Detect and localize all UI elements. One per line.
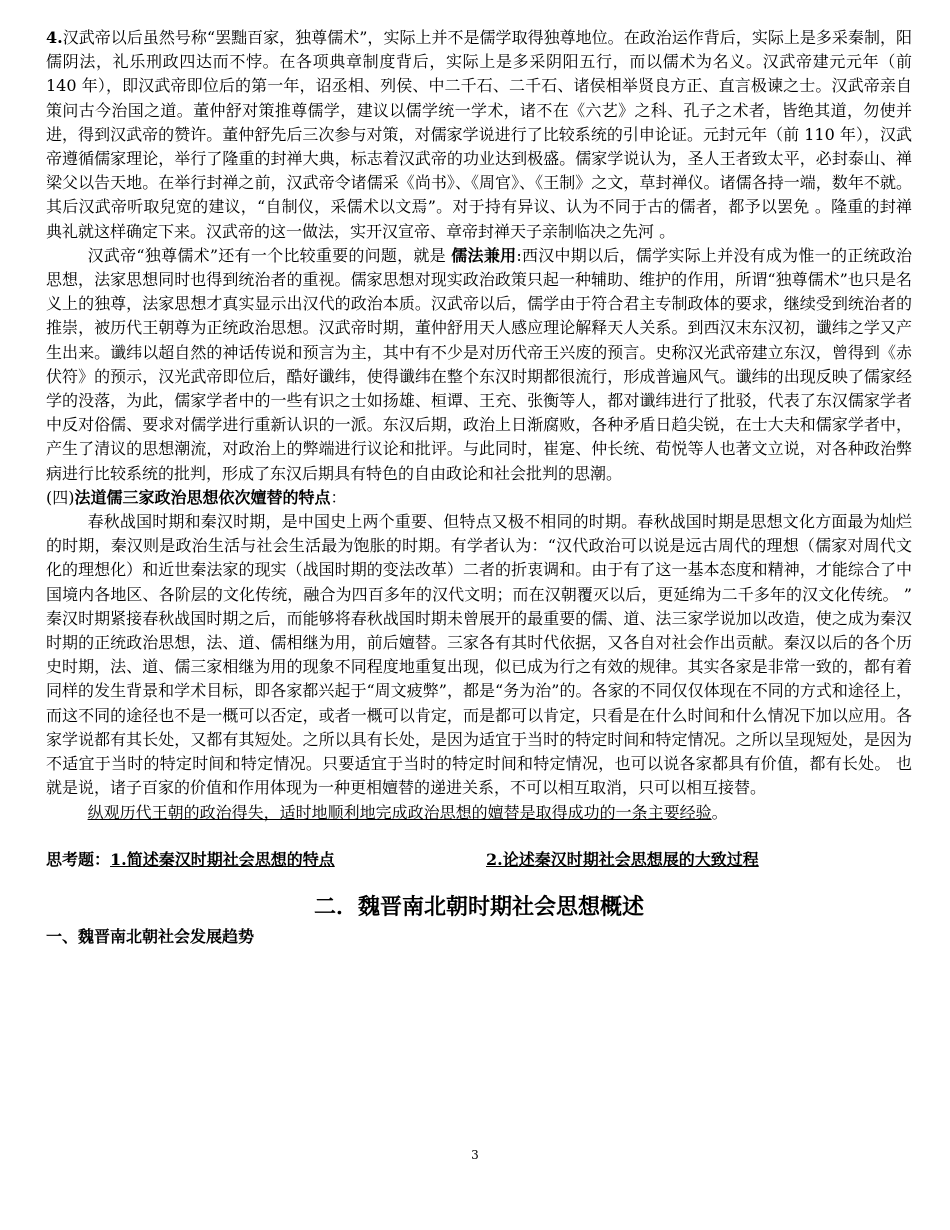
question-two-text: 2.论述秦汉时期社会思想展的大致过程	[486, 849, 759, 869]
paragraph-text: 汉武帝以后虽然号称“罢黜百家，独尊儒术”，实际上并不是儒学取得独尊地位。在政治运作背后，实际上是多采秦制，阳儒阴法，礼乐刑政四达而不悖。在各项典章制度背后，实际上是多采阴阳五行，而以儒术为名义。汉武帝建元元年（前 140 年），即汉武帝即位后的第一年，诏丞相、列侯、中二千石、二千石、诸侯相举贤良方正、直言极谏之士。汉武帝亲自策问古今治国之道。董仲舒对策推尊儒学，建议以儒学统一学术，诸不在《六艺》之科、孔子之术者，皆绝其道，勿使并进，得到汉武帝的赞许。董仲舒先后三次参与对策，对儒家学说进行了比较系统的引申论证。元封元年（前 110 年），汉武帝遵循儒家理论，举行了隆重的封禅大典，标志着汉武帝的功业达到极盛。儒家学说认为，圣人王者致太平，必封泰山、禅梁父以告天地。在举行封禅之前，汉武帝令诸儒采《尚书》、《周官》、《王制》之文，草封禅仪。诸儒各持一端，数年不就。其后汉武帝听取兒宽的建议，“自制仪，采儒术以文焉”。对于持有异议、认为不同于古的儒者，都予以罢免 。隆重的封禅典礼就这样确定下来。汉武帝的这一做法，实开汉宣帝、章帝封禅天子亲制临决之先河 。	[46, 28, 912, 241]
review-questions	[46, 847, 912, 870]
paragraph-text: 汉武帝“独尊儒术”还有一个比较重要的问题，就是	[87, 245, 452, 265]
question-one-text: 1.简述秦汉时期社会思想的特点	[110, 849, 335, 869]
paragraph-confucian-legalist	[46, 244, 912, 486]
item-number: 4.	[46, 28, 63, 47]
heading-text: 法道儒三家政治思想依次嬗替的特点	[74, 487, 331, 507]
question-one	[46, 847, 486, 870]
conclusion-text: 纵观历代王朝的政治得失，适时地顺利地完成政治思想的嬗替是取得成功的一条主要经验	[87, 802, 712, 822]
paragraph-three-schools: 春秋战国时期和秦汉时期，是中国史上两个重要、但特点又极不相同的时期。春秋战国时期是思想文化方面最为灿烂的时期，秦汉则是政治生活与社会生活最为饱胀的时期。有学者认为：“汉代政治可以说是远古周代的理想（儒家对周代文化的理想化）和近世秦法家的现实（战国时期的变法改革）二者的折衷调和。由于有了这一基本态度和精神，才能综合了中国境内各地区、各阶层的文化传统，融合为四百多年的汉代文明；而在汉朝覆灭以后，更延绵为二千多年的汉文化传统。 ” 秦汉时期紧接春秋战国时期之后，而能够将春秋战国时期未曾展开的最重要的儒、道、法三家学说加以改造，使之成为秦汉时期的正统政治思想，法、道、儒相继为用，前后嬗替。三家各有其时代依据，又各自对社会作出贡献。秦汉以后的各个历史时期，法、道、儒三家相继为用的现象不同程度地重复出现，似已成为行之有效的规律。其实各家是非常一致的，都有着同样的发生背景和学术目标，即各家都兴起于“周文疲弊”，都是“务为治”的。各家的不同仅仅体现在不同的方式和途径上，而这不同的途径也不是一概可以否定，或者一概可以肯定，而是都可以肯定，只看是在什么时间和什么情况下加以应用。各家学说都有其长处，又都有其短处。之所以具有长处，是因为适宜于当时的特定时间和特定情况。之所以呈现短处，是因为不适宜于当时的特定时间和特定情况。只要适宜于当时的特定时间和特定情况，也可以说各家都具有价值，都有长处。 也就是说，诸子百家的价值和作用体现为一种更相嬗替的递进关系，不可以相互取消，只可以相互接替。	[46, 512, 912, 798]
heading-suffix: ：	[330, 487, 347, 507]
paragraph-wudi-confucianism	[46, 26, 912, 244]
key-term: 儒法兼用	[451, 245, 517, 265]
question-two	[486, 847, 759, 870]
questions-label: 思考题：	[46, 849, 111, 869]
paragraph-conclusion	[46, 801, 912, 825]
conclusion-end: 。	[711, 802, 728, 822]
heading-four	[46, 486, 912, 510]
section-title: 二．魏晋南北朝时期社会思想概述	[313, 893, 644, 920]
subsection-title: 一、魏晋南北朝社会发展趋势	[46, 926, 255, 946]
heading-prefix: (四)	[46, 487, 75, 507]
paragraph-text: :西汉中期以后，儒学实际上并没有成为惟一的正统政治思想，法家思想同时也得到统治者的重视。儒家思想对现实政治政策只起一种辅助、维护的作用，所谓“独尊儒术”也只是名义上的独尊，法家思想才真实显示出汉代的政治本质。汉武帝以后，儒学由于符合君主专制政体的要求，继续受到统治者的推崇，被历代王朝尊为正统政治思想。汉武帝时期，董仲舒用天人感应理论解释天人关系。到西汉末东汉初，谶纬之学又产生出来。谶纬以超自然的神话传说和预言为主，其中有不少是对历代帝王兴废的预言。史称汉光武帝建立东汉，曾得到《赤伏符》的预示，汉光武帝即位后，酷好谶纬，使得谶纬在整个东汉时期都很流行，形成普遍风气。谶纬的出现反映了儒家经学的没落，为此，儒家学者中的一些有识之士如扬雄、桓谭、王充、张衡等人，都对谶纬进行了批驳，代表了东汉儒家学者中反对俗儒、要求对儒学进行重新认识的一派。东汉后期，政治上日渐腐败，各种矛盾日趋尖锐，在士大夫和儒家学者中，产生了清议的思想潮流，对政治上的弊端进行议论和批评。与此同时，崔寔、仲长统、荀悦等人也著文立说，对各种政治弊病进行比较系统的批判，形成了东汉后期具有特色的自由政论和社会批判的思潮。	[46, 245, 912, 483]
page-number: 3	[471, 1148, 479, 1162]
document-page	[46, 26, 912, 950]
